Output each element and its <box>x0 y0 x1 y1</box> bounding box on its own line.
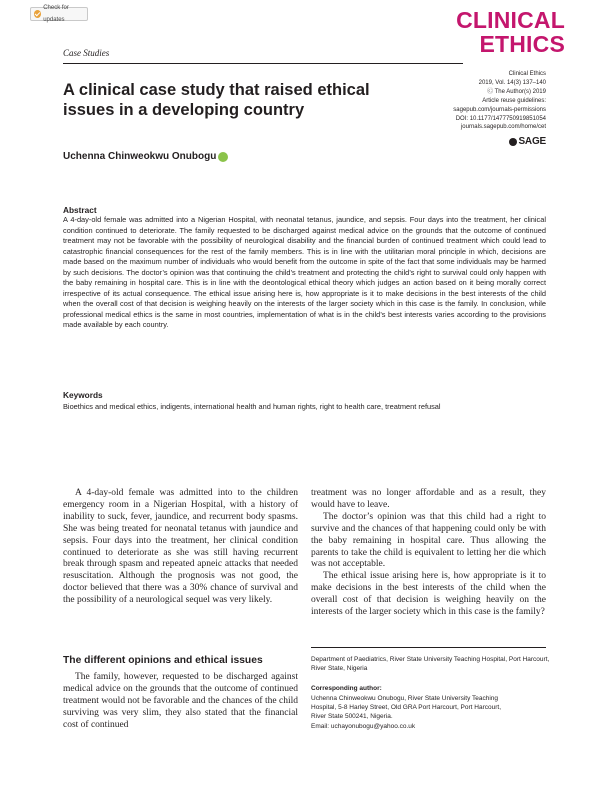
section-label: Case Studies <box>63 48 110 58</box>
affiliation-footnote: Department of Paediatrics, River State University Teaching Hospital, Port Harcourt, River State, Nigeria <box>311 656 550 673</box>
corresponding-line: Uchenna Chinweokwu Onubogu, River State University Teaching <box>311 695 499 702</box>
journal-name-line2: ETHICS <box>479 31 565 57</box>
pub-info-line: Ⓒ The Author(s) 2019 <box>487 88 546 95</box>
publisher-logo <box>509 136 546 147</box>
author-name[interactable]: Uchenna Chinweokwu Onubogu <box>63 151 217 162</box>
pub-info-doi[interactable]: DOI: 10.1177/1477750919851054 <box>455 115 546 122</box>
body-left-column <box>63 488 298 607</box>
keywords-text: Bioethics and medical ethics, indigents, international health and human rights, right to health care, treatment refusal <box>63 402 441 411</box>
pub-info-line: 2019, Vol. 14(3) 137–140 <box>478 79 546 86</box>
orcid-icon[interactable] <box>218 152 228 162</box>
corresponding-line: River State 500241, Nigeria. <box>311 713 393 721</box>
corresponding-line: Hospital, 5-8 Harley Street, Old GRA Port Harcourt, Port Harcourt, <box>311 704 502 712</box>
body-paragraph: A 4-day-old female was admitted into to the children emergency room in a Nigerian Hospital, with a history of inability to suck, fever, jaundice, and recurrent body spasms. She was being treated for neonatal tetanus with jaundice and sepsis. Four days into the treatment, her clinical condition continued to deteriorate as she was still having recurrent break through spasm and repeated apneic attacks that needed resuscitation. Although the prognosis was not good, the doctor believed that there was a 30% chance of survival and the possibility of a neurological sequel was very likely. <box>63 488 298 606</box>
body-paragraph: The doctor’s opinion was that this child had a right to survive and the chances of that happening could only be with the baby remaining in hospital care. Thus allowing the parents to take the child is equivalent to letting her die which was not acceptable. <box>311 511 546 570</box>
corresponding-email[interactable]: Email: uchayonubogu@yahoo.co.uk <box>311 722 416 730</box>
pub-info-line: Article reuse guidelines: <box>482 97 546 104</box>
footnote-divider <box>311 647 546 648</box>
check-for-updates-badge[interactable] <box>30 7 88 21</box>
body-paragraph: The family, however, requested to be discharged against medical advice on the grounds that the outcome of continued treatment would not be favorable and the chances of the child surviving was very slim, they also stated that the financial cost of continued <box>63 672 298 730</box>
pub-info-line: Clinical Ethics <box>508 71 546 77</box>
section-heading: The different opinions and ethical issues <box>63 655 263 666</box>
body-right-column <box>311 488 546 619</box>
body-left-column-lower <box>63 672 298 732</box>
article-title: A clinical case study that raised ethical issues in a developing country <box>63 81 370 119</box>
journal-logo <box>425 8 565 56</box>
abstract-heading: Abstract <box>63 205 97 215</box>
corresponding-author-details <box>311 694 551 731</box>
sage-logo-icon <box>509 138 517 146</box>
abstract-text: A 4-day-old female was admitted into a Nigerian Hospital, with neonatal tetanus, jaundice, and sepsis. Four days into the treatment, her clinical condition continued to deteriorate. The family requested to be discharged against medical advice on the grounds that the outcome of continued treatment may not be favorable with the possibility of neurological disability and the financial burden of continued treatment which could lead to catastrophic financial consequences for the rest of the family members. This is in line with the utilitarian moral principle in which, decisions are made based on the maximum number of individuals who would benefit from the outcome in spite of the fact that some individuals may be harmed by such decisions. The doctor’s opinion was that continuing the child’s treatment and protecting the child’s right to survival could only happen with the baby remaining in hospital care. This is in line with the deontological ethical theory which judges an action based on it being morally correct irrespective of its actual consequence. The ethical issue arising here is, how appropriate is it to make decisions in the best interests of the child when the overall cost of that decision is weighing heavily on the interests of the larger society which in this case is the family. In conclusion, while professional medical ethics is the same in most countries, implementation of what is in the child’s best interests varies according to the provisions made available by each country. <box>63 215 546 329</box>
check-for-updates-label: Check for updates <box>43 5 69 23</box>
check-badge-icon <box>34 10 41 18</box>
header-divider <box>63 63 463 64</box>
pub-info-link[interactable]: journals.sagepub.com/home/cet <box>460 124 546 131</box>
journal-name-line1: CLINICAL <box>456 7 565 33</box>
corresponding-author-heading: Corresponding author: <box>311 685 382 692</box>
keywords-heading: Keywords <box>63 390 103 400</box>
body-paragraph: treatment was no longer affordable and as a result, they would have to leave. <box>311 488 546 510</box>
pub-info-link[interactable]: sagepub.com/journals-permissions <box>453 106 546 113</box>
author-line <box>63 151 228 162</box>
publisher-name: SAGE <box>518 136 546 147</box>
body-paragraph: The ethical issue arising here is, how appropriate is it to make decisions in the best interests of the child when the overall cost of that decision is weighing heavily on the interests of the larger society which in this case is the family? <box>311 571 546 618</box>
